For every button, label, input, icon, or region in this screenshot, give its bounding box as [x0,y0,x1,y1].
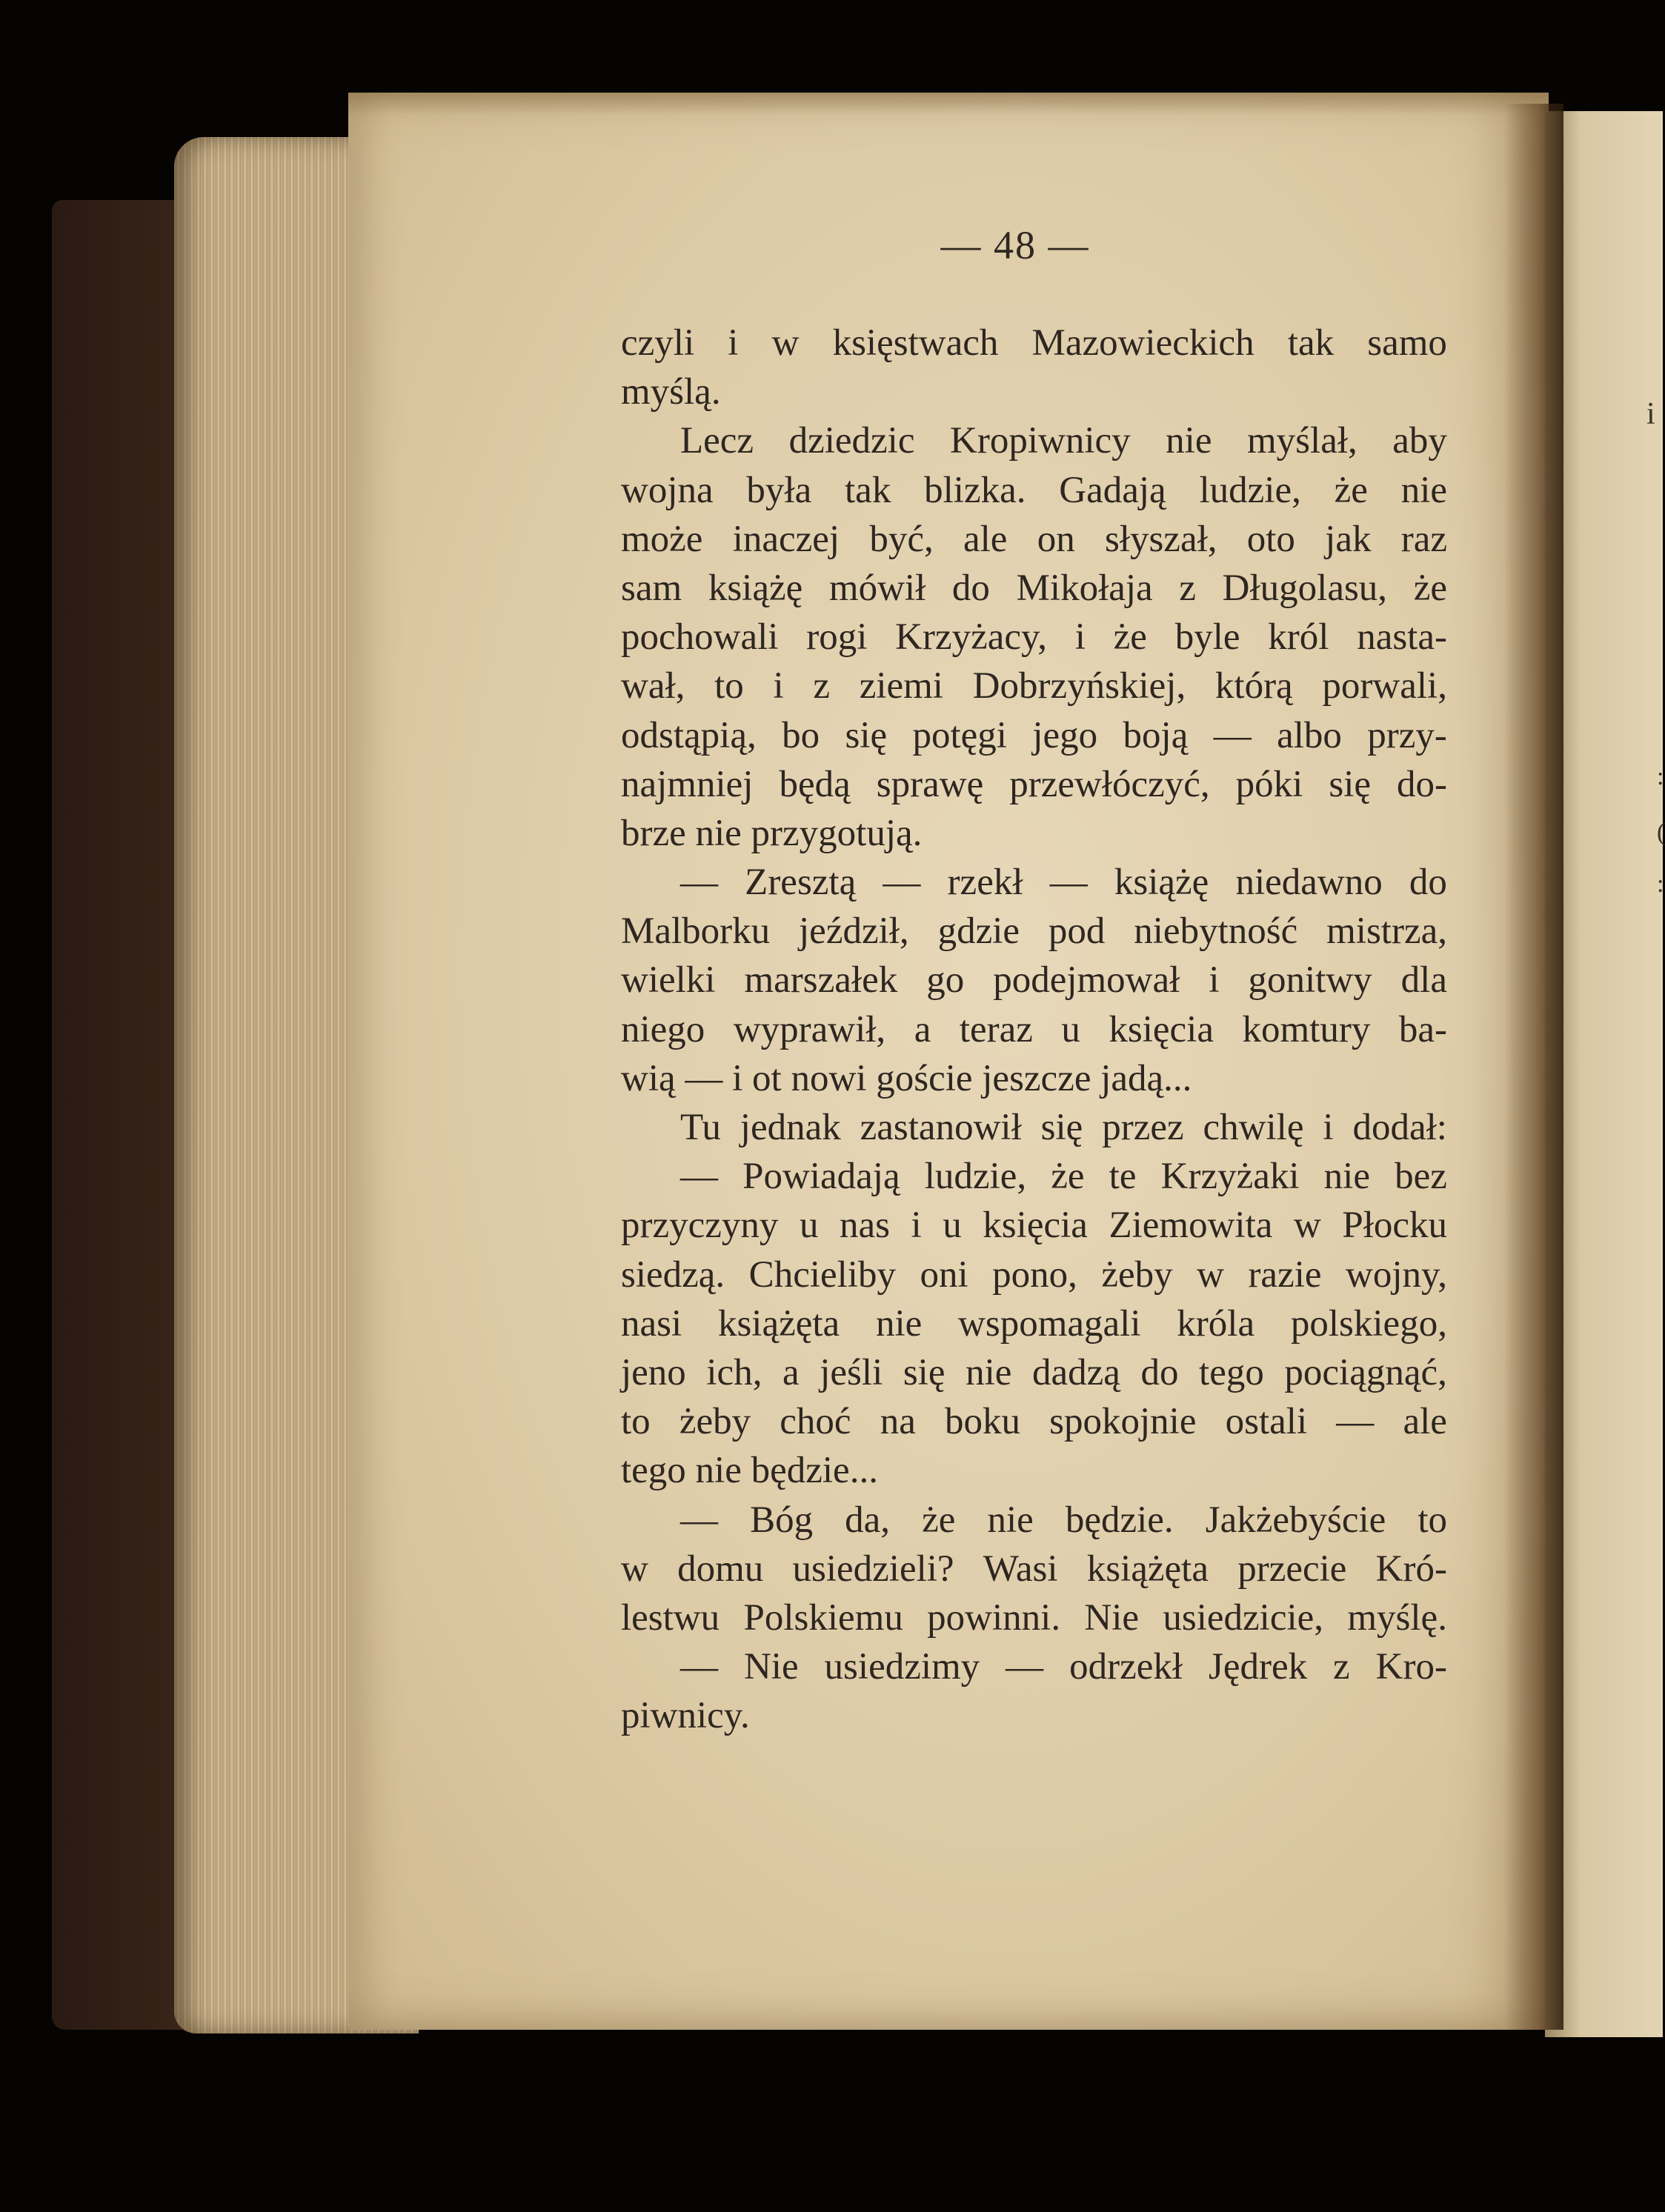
text-line: — Powiadają ludzie, że te Krzyżaki nie bez [680,1156,1447,1198]
text-line: wał, to i z ziemi Dobrzyńskiej, którą porwali, [621,665,1447,707]
text-line: — Bóg da, że nie będzie. Jakżebyście to [680,1499,1447,1541]
text-line: — Zresztą — rzekł — książę niedawno do [680,862,1447,904]
text-line: przyczyny u nas i u księcia Ziemowita w Płocku [621,1205,1447,1247]
text-line: — Nie usiedzimy — odrzekł Jędrek z Kro- [680,1646,1447,1688]
text-line: wojna była tak blizka. Gadają ludzie, że nie [621,469,1447,511]
text-line: wią — i ot nowi goście jeszcze jadą... [621,1057,1192,1099]
text-line: niego wyprawił, a teraz u księcia komtury ba- [621,1008,1447,1050]
page-body-text [621,319,1447,1740]
text-line: piwnicy. [621,1695,750,1737]
page-top-edge-shadow [348,93,1549,115]
text-line: tego nie będzie... [621,1450,878,1492]
text-line: jeno ich, a jeśli się nie dadzą do tego pociągnąć, [621,1351,1447,1393]
facing-page-fragment: i [1646,397,1655,431]
text-line: Lecz dziedzic Kropiwnicy nie myślał, aby [680,420,1447,462]
text-line: sam książę mówił do Mikołaja z Długolasu, że [621,567,1447,609]
text-line: odstąpią, bo się potęgi jego boją — albo przy- [621,714,1447,756]
page-number: — 48 — [940,223,1090,267]
text-line: lestwu Polskiemu powinni. Nie usiedzicie, myślę. [621,1596,1447,1639]
text-line: pochowali rogi Krzyżacy, i że byle król nasta- [621,616,1447,659]
text-line: to żeby choć na boku spokojnie ostali — ale [621,1401,1447,1443]
book-gutter [1504,104,1563,2030]
facing-page-fragment: : [1657,870,1664,898]
text-line: czyli i w księstwach Mazowieckich tak samo [621,322,1447,364]
text-line: najmniej będą sprawę przewłóczyć, póki się do- [621,763,1447,805]
text-line: Malborku jeździł, gdzie pod niebytność mistrza, [621,910,1447,953]
text-line: w domu usiedzieli? Wasi książęta przecie Kró- [621,1548,1447,1590]
facing-page-fragment: : [1657,763,1664,790]
text-line: może inaczej być, ale on słyszał, oto jak raz [621,518,1447,560]
text-line: nasi książęta nie wspomagali króla polskiego, [621,1302,1447,1345]
facing-page-fragment: ( [1657,819,1665,846]
text-line: siedzą. Chcieliby oni pono, żeby w razie wojny, [621,1253,1447,1296]
text-line: wielki marszałek go podejmował i gonitwy dla [621,959,1447,1002]
text-line: Tu jednak zastanowił się przez chwilę i dodał: [680,1107,1447,1148]
text-line: myślą. [621,371,721,413]
text-line: brze nie przygotują. [621,812,923,854]
